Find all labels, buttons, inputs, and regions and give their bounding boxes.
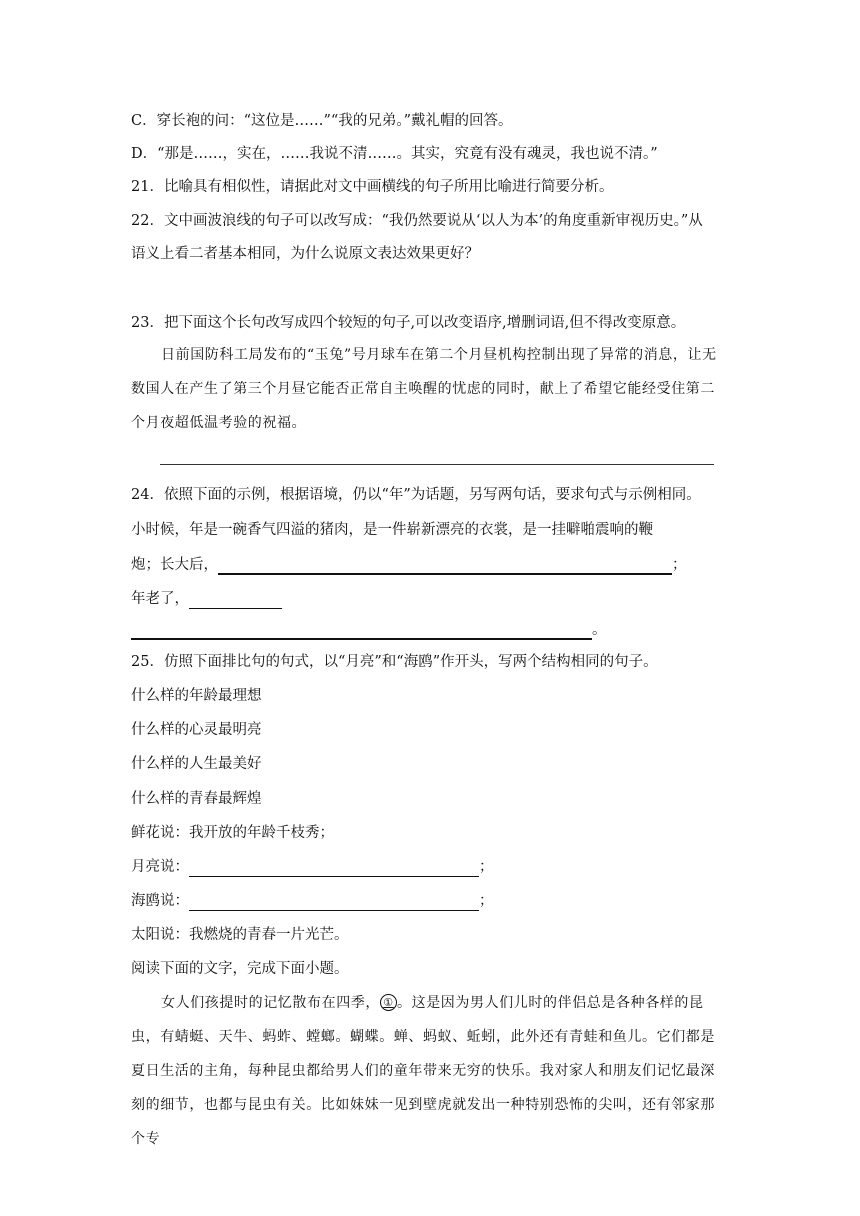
- gull-line: 海鸥说： ；: [131, 893, 494, 909]
- blank-marker-1: ①: [380, 994, 397, 1011]
- parallel-item-4: 什么样的青春最辉煌: [131, 791, 262, 807]
- option-d: D．“那是……，实在，……我说不清……。其实，究竟有没有魂灵，我也说不清。”: [131, 146, 658, 162]
- flower-line: 鲜花说：我开放的年龄千枝秀；: [131, 825, 334, 841]
- question-21: 21．比喻具有相似性，请据此对文中画横线的句子所用比喻进行简要分析。: [131, 179, 614, 195]
- question-24-example-line3: 年老了，: [131, 589, 282, 609]
- question-22-line2: 语义上看二者基本相同，为什么说原文表达效果更好？: [131, 246, 479, 262]
- reading-passage: 女人们孩提时的记忆散布在四季， ① 。这是因为男人们儿时的伴侣总是各种各样的昆虫，有蜻蜓、天牛、蚂蚱、螳螂。蝴蝶。蝉、蚂蚁、蚯蚓，此外还有青蛙和鱼儿。它们都是夏日生活的主角，每种昆虫都给男人们的童年带来无穷的快乐。我对家人和朋友们记忆最深刻的细节，也都与昆虫有关。比如妹妹一见到壁虎就发出一种特别恐怖的尖叫，还有邻家那个专: [131, 995, 715, 1147]
- question-23: 23．把下面这个长句改写成四个较短的句子,可以改变语序,增删词语,但不得改变原意。: [131, 315, 686, 331]
- moon-line: 月亮说： ；: [131, 859, 494, 875]
- question-24-example-line1: 小时候，年是一碗香气四溢的猪肉，是一件崭新漂亮的衣裳，是一挂噼啪震响的鞭: [131, 522, 653, 538]
- answer-line-23: [160, 464, 714, 465]
- sun-line: 太阳说：我燃烧的青春一片光芒。: [131, 927, 349, 943]
- parallel-item-3: 什么样的人生最美好: [131, 756, 262, 772]
- reading-intro: 阅读下面的文字，完成下面小题。: [131, 961, 349, 977]
- parallel-item-2: 什么样的心灵最明亮: [131, 722, 262, 738]
- parallel-item-1: 什么样的年龄最理想: [131, 688, 262, 704]
- question-25: 25．仿照下面排比句的句式，以“月亮”和“海鸥”作开头，写两个结构相同的句子。: [131, 654, 658, 670]
- question-24: 24．依照下面的示例，根据语境，仍以“年”为话题，另写两句话，要求句式与示例相同。: [131, 487, 701, 503]
- question-22-line1: 22．文中画波浪线的句子可以改写成：“我仍然要说从‘以人为本’的角度重新审视历史。”从: [131, 213, 703, 229]
- question-23-passage: 日前国防科工局发布的“玉兔”号月球车在第二个月昼机构控制出现了异常的消息，让无数国人在产生了第三个月昼它能否正常自主唤醒的忧虑的同时，献上了希望它能经受住第二个月夜超低温考验的祝福。: [131, 347, 717, 431]
- question-24-example-line2: 炮；长大后， ；: [131, 557, 687, 573]
- option-c: C．穿长袍的问：“这位是……”“我的兄弟。”戴礼帽的回答。: [131, 113, 513, 129]
- question-24-answer-line: 。: [131, 620, 607, 640]
